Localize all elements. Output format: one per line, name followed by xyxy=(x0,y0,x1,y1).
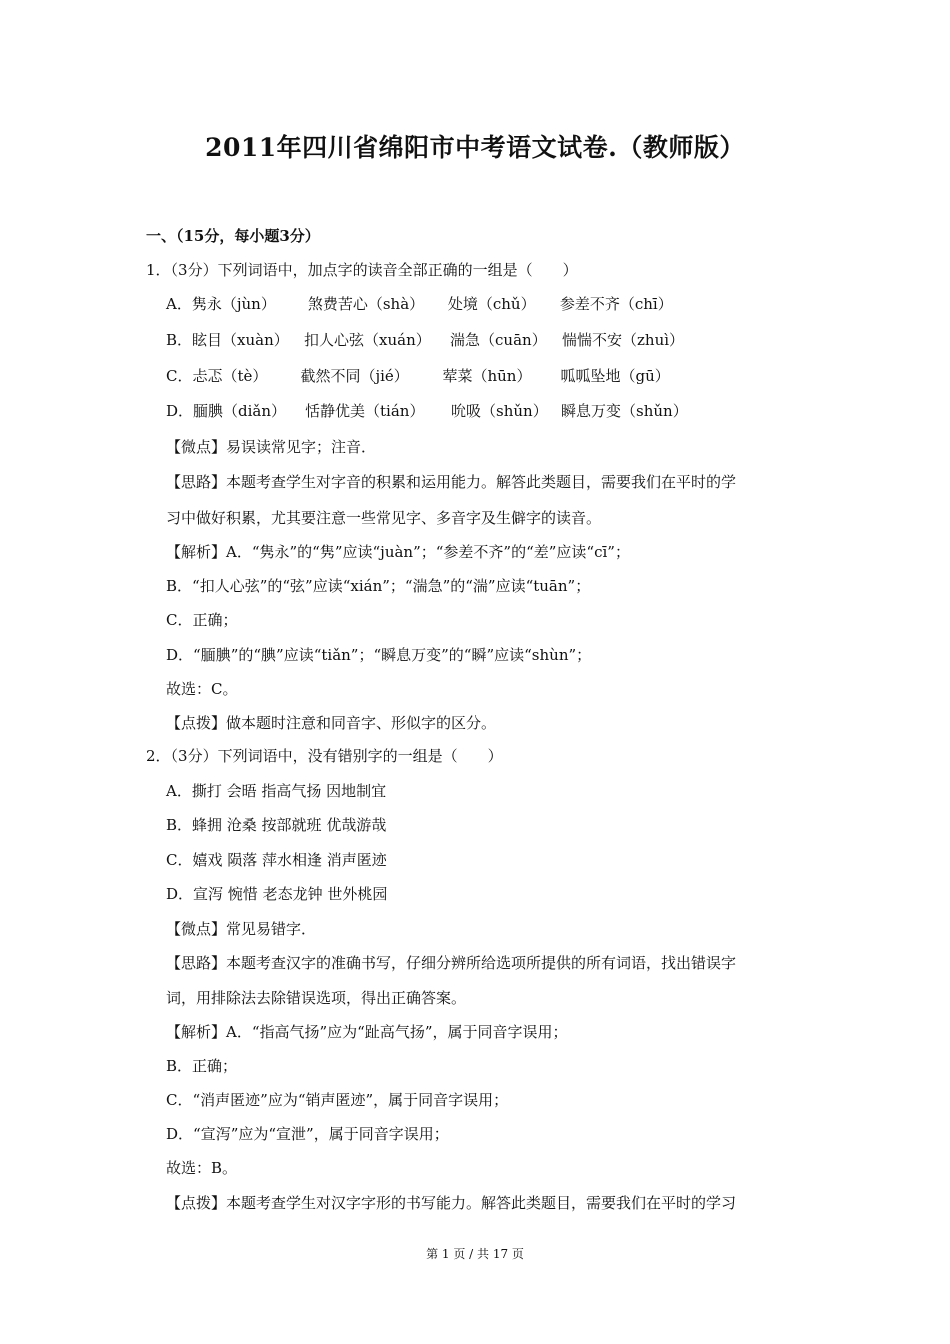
q2-jiexi-line2: B．正确； xyxy=(166,1057,238,1075)
question-2-option-d: D．宣泻 惋惜 老态龙钟 世外桃园 xyxy=(166,885,388,903)
q1-jiexi-line4: D．“腼腆”的“腆”应读“tiǎn”；“瞬息万变”的“瞬”应读“shùn”； xyxy=(166,646,592,664)
page-footer: 第 1 页 / 共 17 页 xyxy=(426,1247,524,1261)
question-1-option-c: C．忐忑（tè） 截然不同（jié） 荤菜（hūn） 呱呱坠地（gū） xyxy=(166,367,670,385)
question-1-stem: 1．（3分）下列词语中，加点字的读音全部正确的一组是（ ） xyxy=(146,261,578,279)
q2-jiexi-line4: D．“宣泻”应为“宣泄”，属于同音字误用； xyxy=(166,1125,449,1143)
exam-title: 2011年四川省绵阳市中考语文试卷.（教师版） xyxy=(205,133,745,162)
question-2-stem: 2．（3分）下列词语中，没有错别字的一组是（ ） xyxy=(146,747,503,765)
q2-jiexi-line3: C．“消声匿迹”应为“销声匿迹”，属于同音字误用； xyxy=(166,1091,509,1109)
question-1-option-a: A．隽永（jùn） 煞费苦心（shà） 处境（chǔ） 参差不齐（chī） xyxy=(166,295,673,313)
q2-dianbo: 【点拨】本题考查学生对汉字字形的书写能力。解答此类题目，需要我们在平时的学习 xyxy=(166,1194,737,1212)
q1-silu-line2: 习中做好积累，尤其要注意一些常见字、多音字及生僻字的读音。 xyxy=(166,509,602,527)
question-2-option-a: A．撕打 会晤 指高气扬 因地制宜 xyxy=(166,782,387,800)
question-1-option-d: D．腼腆（diǎn） 恬静优美（tián） 吮吸（shǔn） 瞬息万变（shǔn） xyxy=(166,402,688,420)
q1-dianbo: 【点拨】做本题时注意和同音字、形似字的区分。 xyxy=(166,714,497,732)
question-1-option-b: B．眩目（xuàn） 扣人心弦（xuán） 湍急（cuān） 惴惴不安（zhuì） xyxy=(166,331,685,349)
q1-silu-line1: 【思路】本题考查学生对字音的积累和运用能力。解答此类题目，需要我们在平时的学 xyxy=(166,473,737,491)
q2-answer: 故选：B。 xyxy=(166,1159,238,1177)
q2-weidian: 【微点】常见易错字． xyxy=(166,920,317,938)
q2-jiexi-line1: 【解析】A．“指高气扬”应为“趾高气扬”，属于同音字误用； xyxy=(166,1023,568,1041)
q1-jiexi-line2: B．“扣人心弦”的“弦”应读“xián”；“湍急”的“湍”应读“tuān”； xyxy=(166,577,591,595)
q1-weidian: 【微点】易误读常见字；注音． xyxy=(166,438,377,456)
question-2-option-b: B．蜂拥 沧桑 按部就班 优哉游哉 xyxy=(166,816,387,834)
q2-silu-line2: 词，用排除法去除错误选项，得出正确答案。 xyxy=(166,989,467,1007)
q1-answer: 故选：C。 xyxy=(166,680,238,698)
section-heading: 一、（15分，每小题3分） xyxy=(146,227,320,245)
question-2-option-c: C．嬉戏 陨落 萍水相逢 消声匿迹 xyxy=(166,851,387,869)
q1-jiexi-line3: C．正确； xyxy=(166,611,238,629)
q1-jiexi-line1: 【解析】A．“隽永”的“隽”应读“juàn”；“参差不齐”的“差”应读“cī”； xyxy=(166,543,630,561)
q2-silu-line1: 【思路】本题考查汉字的准确书写，仔细分辨所给选项所提供的所有词语，找出错误字 xyxy=(166,954,737,972)
